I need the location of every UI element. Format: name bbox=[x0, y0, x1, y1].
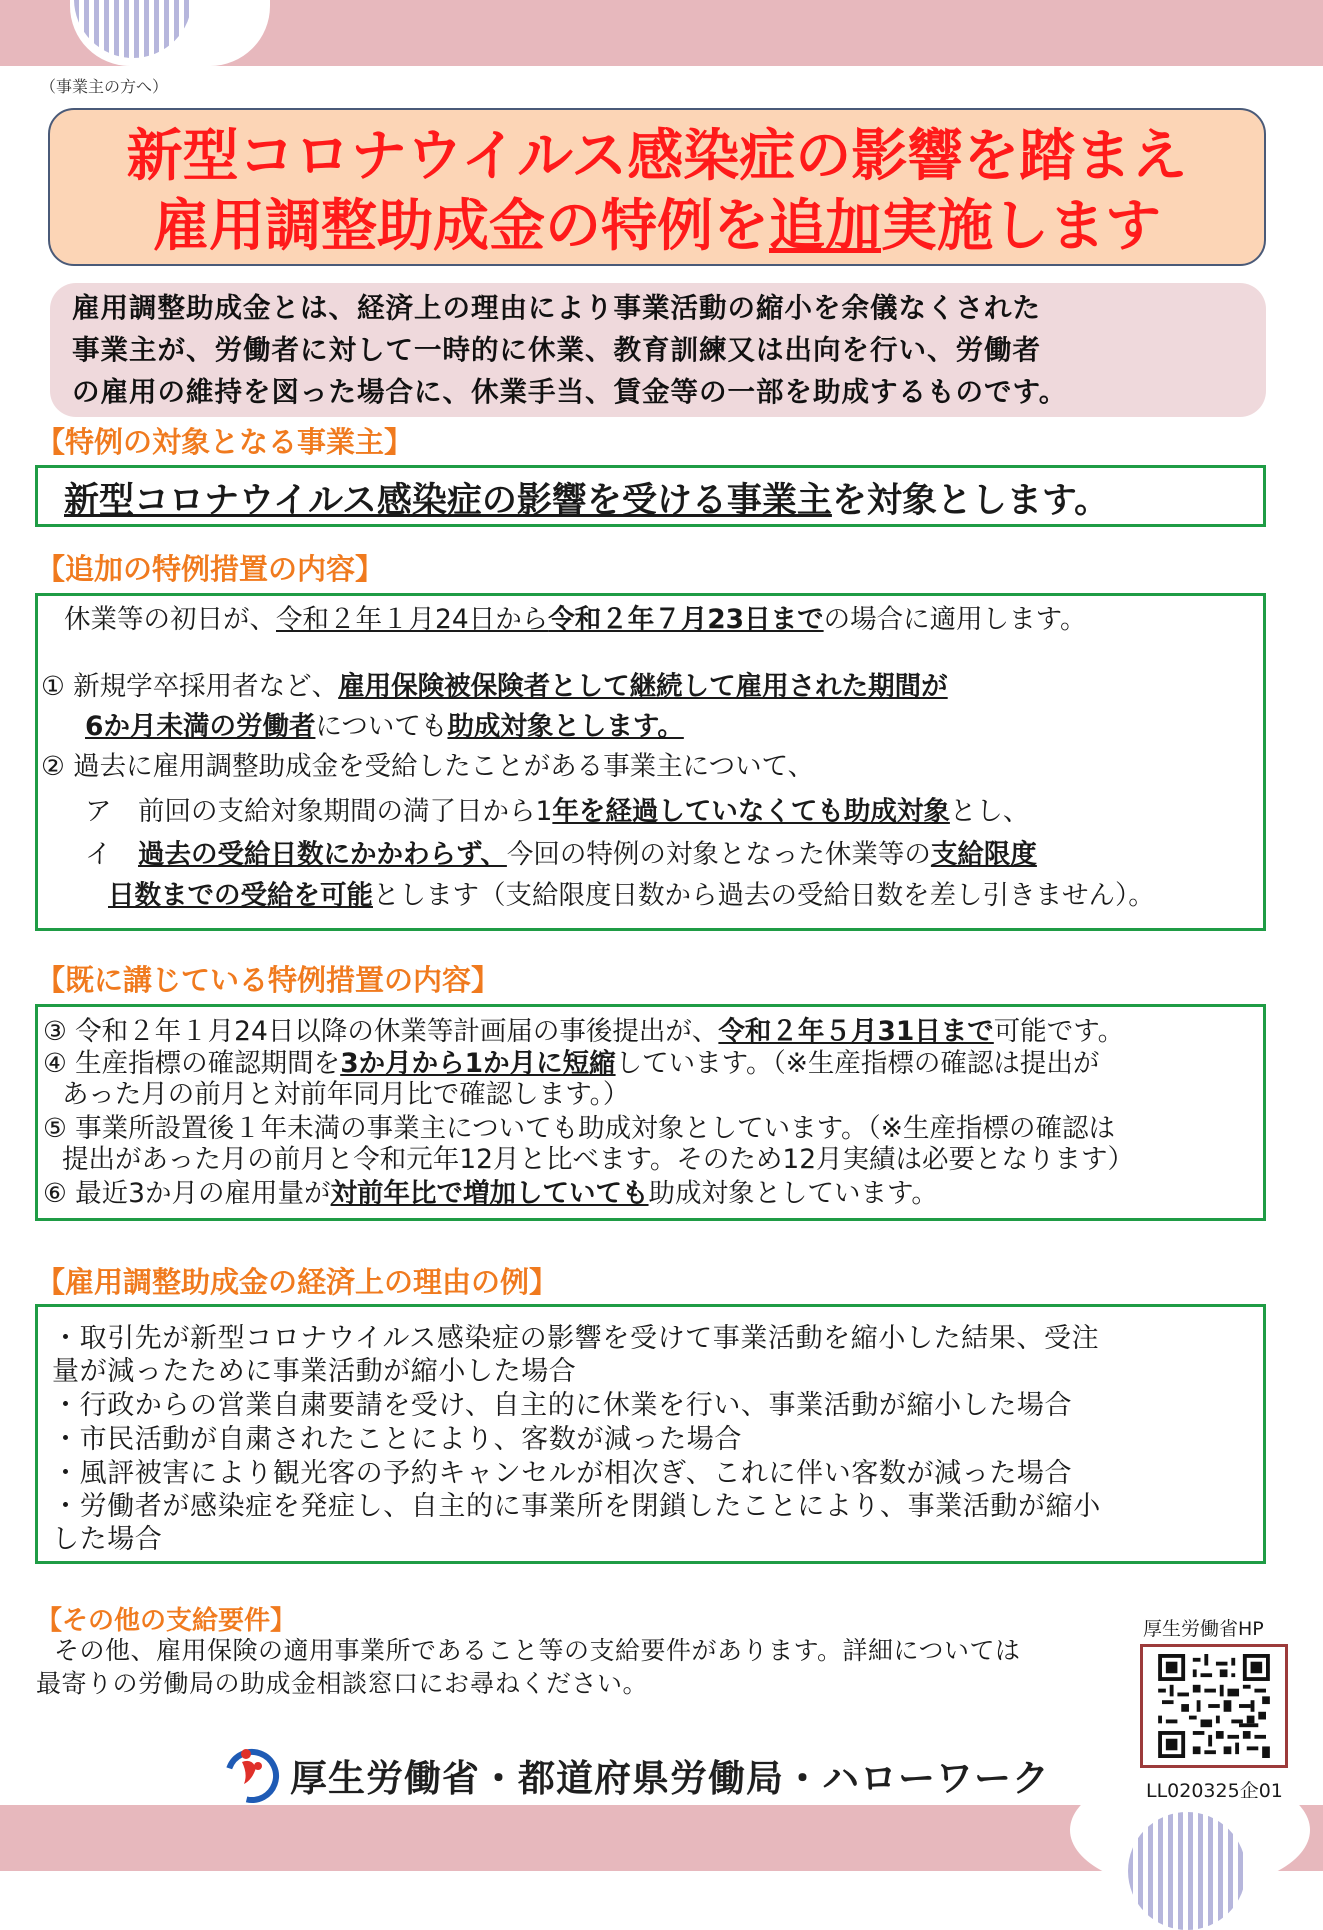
additional-item-1-cont bbox=[85, 708, 684, 746]
additional-item-2b bbox=[85, 836, 1037, 874]
target-text-rest: を対象とします。 bbox=[831, 481, 1110, 521]
existing-text: ④ 生産指標の確認期間を bbox=[43, 1048, 341, 1079]
additional-text-strong: 過去の受給日数にかかわらず、 bbox=[138, 839, 507, 870]
other-text bbox=[36, 1634, 1021, 1700]
additional-text: ア 前回の支給対象期間の満了日から1 bbox=[85, 796, 553, 827]
title-line-2-a: 雇用調整助成金の特例を bbox=[153, 194, 769, 259]
additional-text-strong: 6か月未満の労働者 bbox=[85, 711, 316, 742]
other-line-1: その他、雇用保険の適用事業所であること等の支給要件があります。詳細については bbox=[54, 1636, 1021, 1665]
additional-text: についても bbox=[315, 711, 448, 742]
additional-item-2b-cont bbox=[108, 877, 1155, 915]
existing-item-4-cont: あった月の前月と対前年同月比で確認します。） bbox=[62, 1079, 630, 1110]
additional-text-underlined: 令和２年１月24日から bbox=[276, 604, 549, 635]
reason-item-cont: した場合 bbox=[52, 1524, 163, 1555]
existing-item-4 bbox=[43, 1048, 1099, 1079]
page-title bbox=[48, 108, 1266, 266]
additional-item-2: ② 過去に雇用調整助成金を受給したことがある事業主について、 bbox=[41, 751, 815, 782]
additional-box bbox=[35, 593, 1266, 931]
additional-text-strong: 助成対象とします。 bbox=[447, 711, 684, 742]
footer-organizations: 厚生労働省・都道府県労働局・ハローワーク bbox=[290, 1757, 1050, 1800]
existing-text: 可能です。 bbox=[993, 1016, 1125, 1047]
reason-item: ・労働者が感染症を発症し、自主的に事業所を閉鎖したことにより、事業活動が縮小 bbox=[52, 1491, 1101, 1522]
existing-box bbox=[35, 1004, 1266, 1221]
additional-text: とし、 bbox=[949, 796, 1030, 827]
intro-line: 雇用調整助成金とは、経済上の理由により事業活動の縮小を余儀なくされた bbox=[72, 292, 1041, 324]
additional-text: の場合に適用します。 bbox=[823, 604, 1087, 635]
title-line-2-b: 実施します bbox=[881, 194, 1161, 259]
intro-box bbox=[50, 283, 1266, 417]
reason-item: ・取引先が新型コロナウイルス感染症の影響を受けて事業活動を縮小した結果、受注 bbox=[52, 1323, 1100, 1354]
ministry-logo-icon bbox=[222, 1744, 282, 1806]
additional-text: とします（支給限度日数から過去の受給日数を差し引きません）。 bbox=[373, 880, 1155, 911]
existing-text: しています。（※生産指標の確認は提出が bbox=[615, 1048, 1100, 1079]
title-line-2 bbox=[50, 192, 1264, 262]
existing-text-strong: 令和２年５月31日まで bbox=[718, 1016, 994, 1047]
additional-line-1 bbox=[64, 601, 1087, 639]
additional-text: イ bbox=[85, 839, 138, 870]
additional-heading: 【追加の特例措置の内容】 bbox=[36, 552, 385, 586]
existing-item-5: ⑤ 事業所設置後１年未満の事業主についても助成対象としています。（※生産指標の確認は bbox=[43, 1113, 1115, 1144]
other-heading: 【その他の支給要件】 bbox=[36, 1606, 297, 1636]
existing-text-strong: 対前年比で増加していても bbox=[330, 1178, 649, 1209]
additional-text: 今回の特例の対象となった休業等の bbox=[506, 839, 931, 870]
additional-text-strong: 支給限度 bbox=[930, 839, 1037, 870]
additional-item-2a bbox=[85, 793, 1029, 831]
additional-text-strong: 日数までの受給を可能 bbox=[108, 880, 373, 911]
existing-item-5-cont: 提出があった月の前月と令和元年12月と比べます。そのため12月実績は必要となります） bbox=[62, 1144, 1135, 1175]
target-heading: 【特例の対象となる事業主】 bbox=[36, 425, 414, 459]
additional-text: ① 新規学卒採用者など、 bbox=[41, 671, 339, 702]
reason-item-cont: 量が減ったために事業活動が縮小した場合 bbox=[52, 1356, 577, 1387]
qr-code-icon[interactable] bbox=[1158, 1654, 1270, 1758]
document-code: LL020325企01 bbox=[1146, 1780, 1283, 1802]
additional-text-strong: 令和２年７月23日まで bbox=[548, 604, 824, 635]
existing-item-6 bbox=[43, 1178, 938, 1209]
existing-text: ③ 令和２年１月24日以降の休業等計画届の事後提出が、 bbox=[43, 1016, 719, 1047]
existing-text: 助成対象としています。 bbox=[648, 1178, 938, 1209]
additional-text-strong: 雇用保険被保険者として継続して雇用された期間が bbox=[338, 671, 948, 702]
reason-item: ・行政からの営業自粛要請を受け、自主的に休業を行い、事業活動が縮小した場合 bbox=[52, 1390, 1073, 1421]
existing-text-strong: 3か月から1か月に短縮 bbox=[340, 1048, 616, 1079]
existing-item-3 bbox=[43, 1016, 1124, 1047]
target-text-underlined: 新型コロナウイルス感染症の影響を受ける事業主 bbox=[64, 481, 832, 521]
title-line-2-underlined: 追加 bbox=[769, 194, 881, 259]
reason-item: ・風評被害により観光客の予約キャンセルが相次ぎ、これに伴い客数が減った場合 bbox=[52, 1458, 1073, 1489]
qr-label: 厚生労働省HP bbox=[1143, 1618, 1264, 1640]
target-box bbox=[35, 465, 1266, 527]
existing-text: ⑥ 最近3か月の雇用量が bbox=[43, 1178, 331, 1209]
reasons-box bbox=[35, 1304, 1266, 1564]
audience-note: （事業主の方へ） bbox=[40, 77, 169, 96]
existing-heading: 【既に講じている特例措置の内容】 bbox=[36, 963, 501, 997]
reasons-heading: 【雇用調整助成金の経済上の理由の例】 bbox=[36, 1265, 559, 1299]
additional-text-strong: 年を経過していなくても助成対象 bbox=[552, 796, 950, 827]
striped-circle-decor-bottom bbox=[1128, 1812, 1246, 1930]
title-line-1: 新型コロナウイルス感染症の影響を踏まえ bbox=[126, 124, 1188, 189]
additional-text: 休業等の初日が、 bbox=[64, 604, 276, 635]
intro-line: 事業主が、労働者に対して一時的に休業、教育訓練又は出向を行い、労働者 bbox=[72, 334, 1041, 366]
additional-item-1 bbox=[41, 668, 948, 706]
intro-line: の雇用の維持を図った場合に、休業手当、賃金等の一部を助成するものです。 bbox=[72, 376, 1068, 408]
other-line-2: 最寄りの労働局の助成金相談窓口にお尋ねください。 bbox=[36, 1669, 649, 1698]
reason-item: ・市民活動が自粛されたことにより、客数が減った場合 bbox=[52, 1424, 742, 1455]
